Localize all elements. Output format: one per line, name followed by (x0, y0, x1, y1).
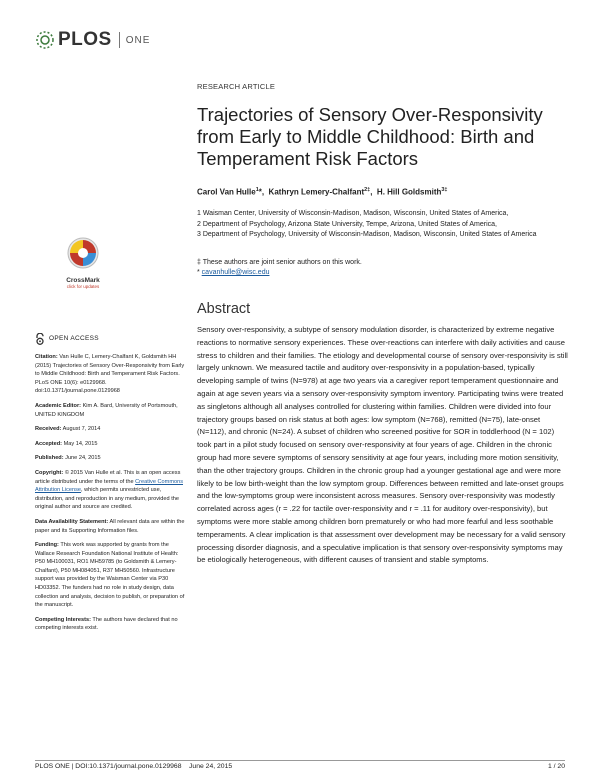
plos-logo-icon (34, 29, 56, 51)
accepted-label: Accepted: (35, 440, 63, 447)
article-title: Trajectories of Sensory Over-Responsivity from Early to Middle Childhood: Birth and Temperament Risk Factors (197, 104, 543, 169)
author-name: Carol Van Hulle (197, 187, 256, 197)
footer-citation: PLOS ONE | DOI:10.1371/journal.pone.0129968 June 24, 2015 (35, 763, 233, 770)
published-label: Published: (35, 455, 64, 462)
received-block (35, 425, 185, 434)
page-number: 1 / 20 (547, 763, 565, 770)
author-name: H. Hill Goldsmith (376, 187, 442, 197)
article-info-sidebar (35, 333, 185, 639)
funding-label: Funding: (35, 542, 59, 549)
logo-divider (119, 32, 120, 48)
open-access-badge (35, 333, 185, 345)
copyright-block (35, 469, 185, 512)
editor-label: Academic Editor: (35, 402, 82, 409)
author-notes (197, 258, 557, 278)
published-block (35, 454, 185, 463)
journal-name: ONE (125, 34, 151, 46)
author-affil-sup: 3‡ (441, 187, 448, 193)
article-type: RESEARCH ARTICLE (197, 82, 276, 91)
competing-interests-label: Competing Interests: (35, 616, 91, 623)
data-availability-block (35, 518, 185, 535)
author-affil-sup: 2‡ (364, 187, 371, 193)
open-lock-icon (35, 333, 45, 345)
brand-name: PLOS (58, 29, 112, 50)
author-list: Carol Van Hulle$^1$*, Kathryn Lemery-Chalfant$^{2\ddagger}$, H. Hill Goldsmith$^{3\ddagger}$ (197, 187, 448, 197)
published-date: June 24, 2015 (63, 455, 101, 462)
citation-text: Van Hulle C, Lemery-Chalfant K, Goldsmith HH (2015) Trajectories of Sensory Over-Responsivity from Early to Middle Childhood: Birth and Temperament Risk Factors. PLoS ONE 10(6): e0129968. doi:10.1371/journal.pone.0129968 (35, 354, 185, 395)
affiliation-item: 1 Waisman Center, University of Wisconsin-Madison, Madison, Wisconsin, United States of America, (197, 210, 509, 217)
author-affil-sup: 1 (255, 187, 259, 193)
crossmark-sublabel: click for updates (66, 284, 100, 289)
corresponding-note (197, 268, 557, 278)
crossmark-label: CrossMark (66, 277, 100, 284)
affiliation-item: 2 Department of Psychology, Arizona State University, Tempe, Arizona, United States of America, (197, 220, 497, 228)
accepted-date: May 14, 2015 (62, 440, 98, 447)
corresponding-mark: * (197, 269, 202, 276)
copyright-text: © 2015 Van Hulle et al. This is an open access article distributed under the terms of the (35, 469, 181, 485)
citation-block (35, 353, 185, 396)
journal-logo[interactable] (34, 29, 150, 51)
author-name: Kathryn Lemery-Chalfant (268, 187, 365, 197)
joint-author-note: ‡ These authors are joint senior authors on this work. (197, 259, 362, 266)
author-mark: * (258, 187, 262, 197)
editor-block (35, 402, 185, 419)
data-availability-label: Data Availability Statement: (35, 518, 109, 525)
affiliations (197, 209, 557, 241)
open-access-label: OPEN ACCESS (49, 334, 99, 342)
funding-block (35, 541, 185, 610)
received-date: August 7, 2014 (61, 426, 101, 433)
competing-interests-block (35, 616, 185, 633)
editor-text: Kim A. Bard, University of Portsmouth, UNITED KINGDOM (35, 402, 178, 418)
copyright-label: Copyright: (35, 469, 64, 476)
license-link[interactable]: Creative Commons Attribution License (35, 478, 183, 494)
abstract-heading: Abstract (197, 301, 251, 317)
footer-divider (35, 760, 565, 761)
data-availability-text: All relevant data are within the paper and its Supporting Information files. (35, 518, 185, 534)
crossmark-icon (66, 236, 100, 270)
competing-interests-text: The authors have declared that no competing interests exist. (35, 616, 178, 632)
citation-label: Citation: (35, 354, 58, 360)
crossmark-badge[interactable] (58, 236, 108, 289)
corresponding-email-link[interactable]: cavanhulle@wisc.edu (201, 269, 270, 276)
abstract-text: Sensory over-responsivity, a subtype of sensory modulation disorder, is characterized by extreme negative reactions to normative sensory experiences. These over-reactions can interfere with daily activities and cause stress to children and their families. The etiology and developmental course of sensory over-responsivity is still largely unknown. We measured tactile and auditory over-responsivity in a population-based, typically developing sample of twins (N=978) at age two years via a caregiver report temperament questionnaire and again at age seven years via a sensory over-responsivity symptom inventory. Participating twins were treated as singletons although all analyses controlled for clustering within families. Children were divided into four trajectory groups based on risk status at both ages: low symptom (N=768), remitted (N=75), late-onset (N=112), and chronic (N=24). A subset of children who screened positive for SOR in toddlerhood (N = 102) took part in a pilot study focused on sensory over-responsivity at four years of age. Children in the chronic group had more severe symptoms of sensory sensitivity at age four years, including more motion sensitivity, than the other trajectory groups. Children in the chronic group had a younger gestational age and were more likely to be low birth-weight than the low symptom group. Differences between remitted and late-onset groups and the low-symptoms group were inconsistent across measures. Sensory over-responsivity was modestly correlated across ages (r = .22 for tactile over-responsivity and r = .11 for auditory over-responsivity), but symptoms were more stable among children born prematurely or who had more fearful and less soothable temperaments. A clear implication is that assessment over development may be necessary for a valid sensory processing disorder diagnosis, and a speculative implication is that sensory over-responsivity symptoms may be etiologically heterogeneous, with different causes of transient and stable symptoms. (197, 325, 568, 565)
affiliation-item: 3 Department of Psychology, University of Wisconsin-Madison, Madison, Wisconsin, United States of America (197, 231, 537, 238)
accepted-block (35, 440, 185, 449)
copyright-text-end: , which permits unrestricted use, distribution, and reproduction in any medium, provided the original author and source are credited. (35, 487, 179, 511)
received-label: Received: (35, 426, 62, 433)
funding-text: This work was supported by grants from the Wallace Research Foundation National Institute of Health: P50 MH100031, RO1 MH59785 (to Goldsmith & Lemery-Chalfant), P50 MH084051, R37 MH50560. Infrastructure support was provided by the Waisman Center via P30 HD03352. The funders had no role in study design, data collection and analysis, decision to publish, or preparation of the manuscript. (35, 542, 185, 609)
